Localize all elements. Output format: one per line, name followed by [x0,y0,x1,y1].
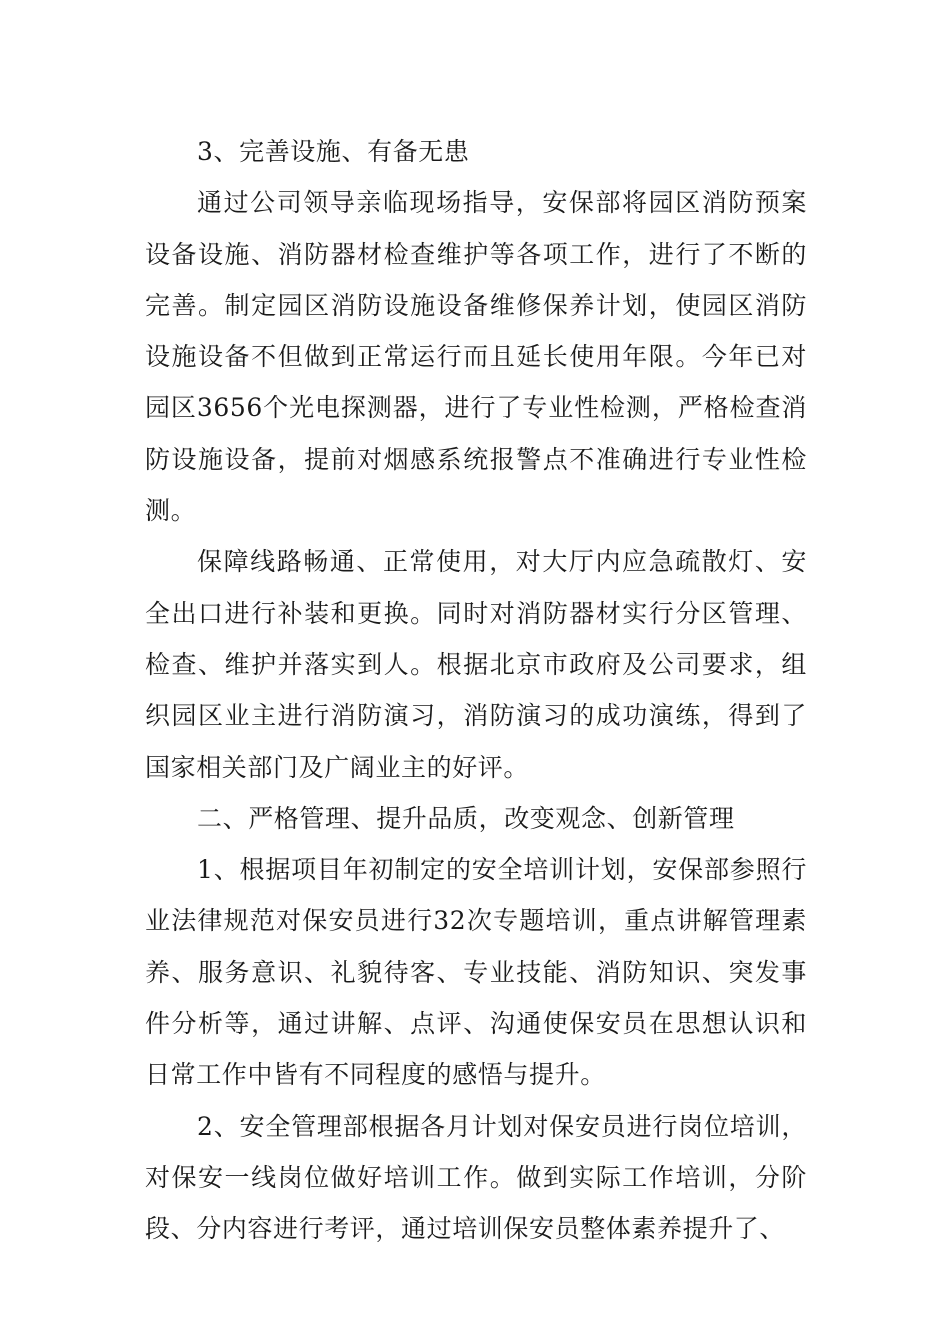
paragraph-training-2: 2、安全管理部根据各月计划对保安员进行岗位培训，对保安一线岗位做好培训工作。做到实际工作培训，分阶段、分内容进行考评，通过培训保安员整体素养提升了、 [145,1111,807,1244]
paragraph-facilities: 通过公司领导亲临现场指导，安保部将园区消防预案设备设施、消防器材检查维护等各项工作，进行了不断的完善。制定园区消防设施设备维修保养计划，使园区消防设施设备不但做到正常运行而且延长使用年限。今年已对园区3656个光电探测器，进行了专业性检测，严格检查消防设施设备，提前对烟感系统报警点不准确进行专业性检测。 [145,188,807,526]
document-body [145,126,807,1255]
section-heading-2: 二、严格管理、提升品质，改变观念、创新管理 [197,803,735,833]
paragraph-lines: 保障线路畅通、正常使用，对大厅内应急疏散灯、安全出口进行补装和更换。同时对消防器材实行分区管理、检查、维护并落实到人。根据北京市政府及公司要求，组织园区业主进行消防演习，消防演习的成功演练，得到了国家相关部门及广阔业主的好评。 [145,547,807,782]
paragraph-training-1: 1、根据项目年初制定的安全培训计划，安保部参照行业法律规范对保安员进行32次专题培训，重点讲解管理素养、服务意识、礼貌待客、专业技能、消防知识、突发事件分析等，通过讲解、点评、沟通使保安员在思想认识和日常工作中皆有不同程度的感悟与提升。 [145,855,807,1090]
section-heading-3: 3、完善设施、有备无患 [197,137,470,166]
